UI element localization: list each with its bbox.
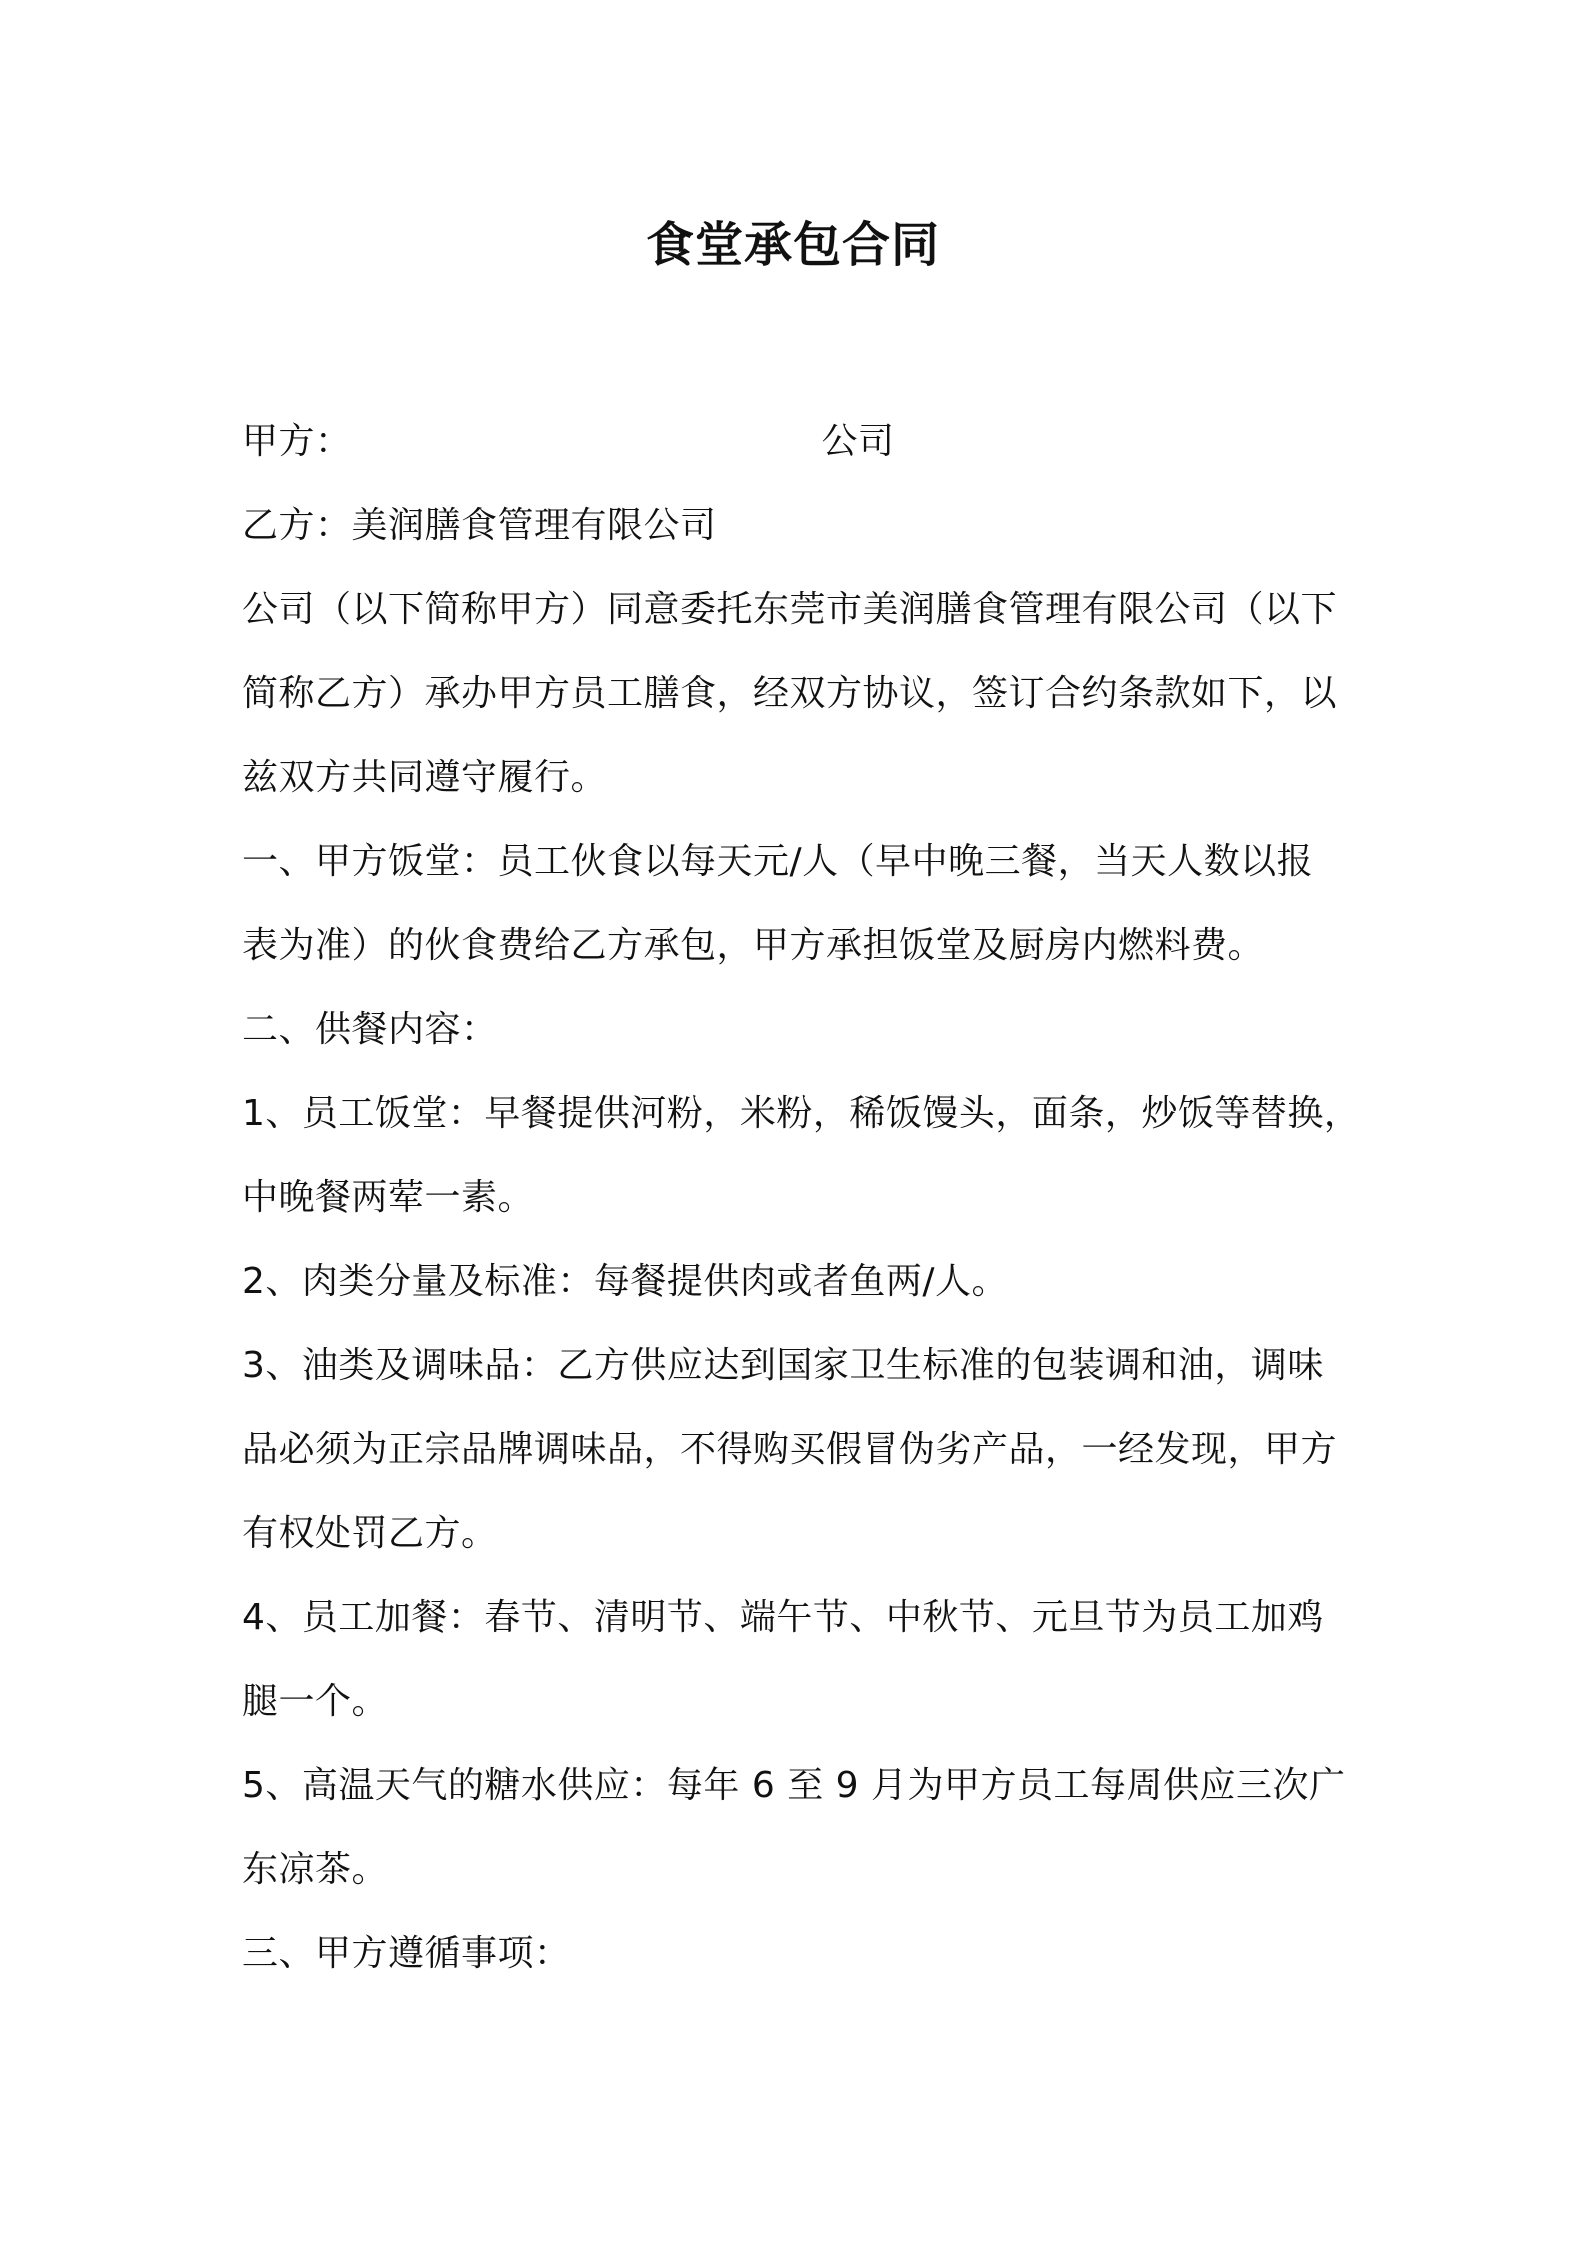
paragraph-line: 兹双方共同遵守履行。 (242, 757, 608, 798)
party-a-label: 甲方： (242, 421, 352, 462)
paragraph-line: 2、肉类分量及标准：每餐提供肉或者鱼两/人。 (242, 1261, 1009, 1302)
party-a-line (242, 400, 1392, 484)
paragraph-line: 简称乙方）承办甲方员工膳食，经双方协议，签订合约条款如下，以 (242, 673, 1338, 714)
paragraph-line: 公司（以下简称甲方）同意委托东莞市美润膳食管理有限公司（以下 (242, 589, 1338, 630)
paragraph-line: 有权处罚乙方。 (242, 1513, 498, 1554)
paragraph-line: 腿一个。 (242, 1681, 389, 1722)
party-b-line: 乙方：美润膳食管理有限公司 (242, 505, 717, 546)
paragraph-line: 1、员工饭堂：早餐提供河粉，米粉，稀饭馒头，面条，炒饭等替换， (242, 1093, 1361, 1134)
paragraph-line: 品必须为正宗品牌调味品，不得购买假冒伪劣产品，一经发现，甲方 (242, 1429, 1338, 1470)
paragraph-line: 3、油类及调味品：乙方供应达到国家卫生标准的包装调和油，调味 (242, 1345, 1324, 1386)
document-body (242, 400, 1392, 1996)
paragraph-line: 表为准）的伙食费给乙方承包，甲方承担饭堂及厨房内燃料费。 (242, 925, 1265, 966)
paragraph-line: 中晚餐两荤一素。 (242, 1177, 535, 1218)
document-title: 食堂承包合同 (645, 217, 940, 273)
section-heading: 二、供餐内容： (242, 1009, 498, 1050)
paragraph-line: 5、高温天气的糖水供应：每年 6 至 9 月为甲方员工每周供应三次广 (242, 1765, 1346, 1806)
paragraph-line: 一、甲方饭堂：员工伙食以每天元/人（早中晚三餐，当天人数以报 (242, 841, 1314, 882)
section-heading: 三、甲方遵循事项： (242, 1933, 571, 1974)
paragraph-line: 4、员工加餐：春节、清明节、端午节、中秋节、元旦节为员工加鸡 (242, 1597, 1324, 1638)
party-a-company-suffix: 公司 (821, 421, 895, 462)
paragraph-line: 东凉茶。 (242, 1849, 389, 1890)
